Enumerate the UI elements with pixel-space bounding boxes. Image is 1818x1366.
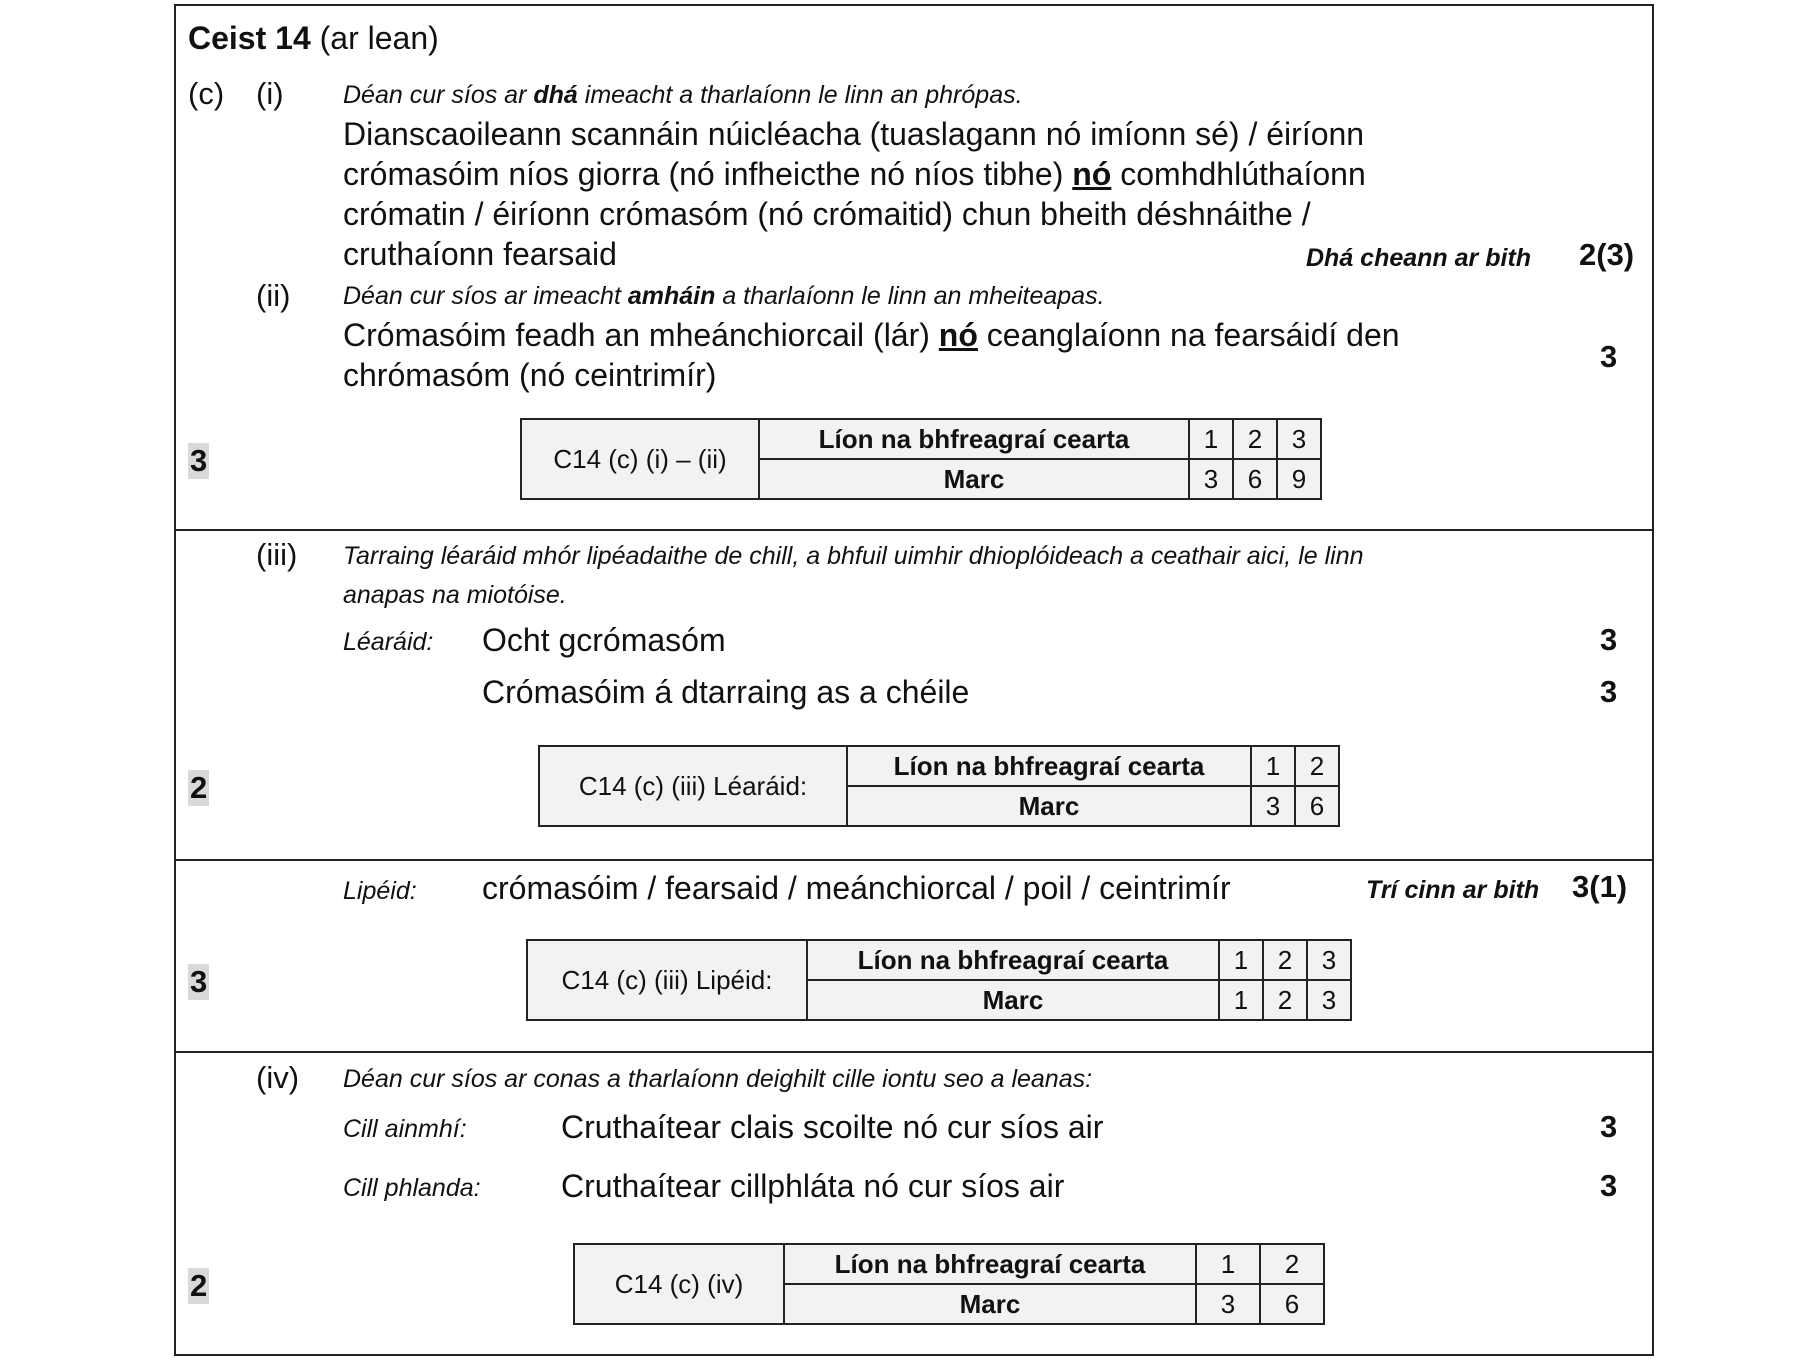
table-cell: 2 <box>1260 1244 1324 1284</box>
diagram-mark-1: 3 <box>1600 622 1618 657</box>
instruction-text: Déan cur síos ar imeacht <box>343 282 628 310</box>
table-row-label: Marc <box>807 980 1219 1020</box>
table-row-label: Líon na bhfreagraí cearta <box>847 746 1251 786</box>
table-cell: 3 <box>1196 1284 1260 1324</box>
table-cell: 6 <box>1295 786 1339 826</box>
question-number: Ceist 14 <box>188 20 311 56</box>
plant-cell-label: Cill phlanda: <box>343 1174 481 1202</box>
table-cell: 1 <box>1189 419 1233 459</box>
side-mark: 2 <box>190 770 208 805</box>
table-row-label: Marc <box>759 459 1189 499</box>
subpart-i-condition: Dhá cheann ar bith <box>1306 244 1532 272</box>
table-row-label: Líon na bhfreagraí cearta <box>807 940 1219 980</box>
instruction-text: a tharlaíonn le linn an mheiteapas. <box>715 282 1105 310</box>
table-cell: 2 <box>1263 940 1307 980</box>
answer-or: nó <box>1072 156 1112 192</box>
table-cell: 3 <box>1307 940 1351 980</box>
table-cell: 3 <box>1277 419 1321 459</box>
table-key: C14 (c) (i) – (ii) <box>521 419 759 499</box>
table-cell: 1 <box>1251 746 1295 786</box>
answer-or: nó <box>938 317 978 353</box>
table-cell: 2 <box>1233 419 1277 459</box>
instruction-emphasis: amháin <box>627 282 716 310</box>
table-cell: 1 <box>1219 940 1263 980</box>
table-cell: 6 <box>1260 1284 1324 1324</box>
marking-scheme-frame <box>174 4 1654 1356</box>
animal-cell-answer: Cruthaítear clais scoilte nó cur síos air <box>561 1109 1104 1145</box>
table-key: C14 (c) (iii) Lipéid: <box>527 940 807 1020</box>
table-row-label: Marc <box>784 1284 1196 1324</box>
answer-text: ceanglaíonn na fearsáidí den chrómasóm (nó ceintrimír) <box>343 317 1400 393</box>
table-cell: 3 <box>1307 980 1351 1020</box>
diagram-mark-2: 3 <box>1600 674 1618 709</box>
instruction-text: imeacht a tharlaíonn le linn an phrópas. <box>577 81 1023 109</box>
subpart-iii-instruction-line1: Tarraing léaráid mhór lipéadaithe de chill, a bhfuil uimhir dhioplóideach a ceathair aici, le linn <box>343 542 1364 570</box>
marks-table-iii-diagram <box>538 745 1340 827</box>
table-cell: 3 <box>1251 786 1295 826</box>
labels-condition: Trí cinn ar bith <box>1366 876 1540 904</box>
diagram-answer-1: Ocht gcrómasóm <box>482 622 726 658</box>
subpart-ii-answer <box>343 315 1463 395</box>
section-divider <box>176 1051 1652 1053</box>
labels-answer: crómasóim / fearsaid / meánchiorcal / poil / ceintrimír <box>482 870 1231 906</box>
subpart-iv-instruction: Déan cur síos ar conas a tharlaíonn deighilt cille iontu seo a leanas: <box>343 1065 1093 1093</box>
subpart-i-label: (i) <box>256 76 284 111</box>
subpart-i-mark: 2(3) <box>1579 237 1635 272</box>
labels-label: Lipéid: <box>343 877 417 905</box>
labels-mark: 3(1) <box>1572 869 1628 904</box>
plant-cell-mark: 3 <box>1600 1168 1618 1203</box>
answer-text: Dianscaoileann scannáin núicléacha (tuaslagann nó imíonn sé) / éiríonn crómasóim níos giorra (nó infheicthe nó níos tibhe) <box>343 116 1365 192</box>
table-cell: 6 <box>1233 459 1277 499</box>
marks-table-i-ii <box>520 418 1322 500</box>
question-continued: (ar lean) <box>319 20 439 56</box>
table-cell: 1 <box>1219 980 1263 1020</box>
animal-cell-mark: 3 <box>1600 1109 1618 1144</box>
subpart-i-answer <box>343 114 1423 274</box>
subpart-iv-label: (iv) <box>256 1060 300 1095</box>
diagram-answer-2: Crómasóim á dtarraing as a chéile <box>482 674 970 710</box>
animal-cell-label: Cill ainmhí: <box>343 1115 467 1143</box>
table-cell: 3 <box>1189 459 1233 499</box>
section-divider <box>176 859 1652 861</box>
subpart-iii-label: (iii) <box>256 537 298 572</box>
diagram-label: Léaráid: <box>343 628 434 656</box>
table-cell: 9 <box>1277 459 1321 499</box>
table-cell: 2 <box>1295 746 1339 786</box>
table-key: C14 (c) (iii) Léaráid: <box>539 746 847 826</box>
side-mark: 2 <box>190 1268 208 1303</box>
marks-table-iii-labels <box>526 939 1352 1021</box>
table-row-label: Líon na bhfreagraí cearta <box>759 419 1189 459</box>
answer-text: comhdhlúthaíonn crómatin / éiríonn crómasóm (nó crómaitid) chun bheith déshnáithe / cruthaíonn fearsaid <box>343 156 1366 272</box>
part-label: (c) <box>188 76 225 111</box>
side-mark: 3 <box>190 443 208 478</box>
question-heading <box>188 20 439 57</box>
table-cell: 2 <box>1263 980 1307 1020</box>
subpart-ii-instruction <box>343 282 1105 311</box>
subpart-iii-instruction-line2: anapas na miotóise. <box>343 581 567 609</box>
table-cell: 1 <box>1196 1244 1260 1284</box>
answer-text: Crómasóim feadh an mheánchiorcail (lár) <box>343 317 939 353</box>
table-row-label: Líon na bhfreagraí cearta <box>784 1244 1196 1284</box>
subpart-i-instruction <box>343 81 1023 110</box>
instruction-emphasis: dhá <box>533 81 578 109</box>
table-row-label: Marc <box>847 786 1251 826</box>
marks-table-iv <box>573 1243 1325 1325</box>
plant-cell-answer: Cruthaítear cillphláta nó cur síos air <box>561 1168 1065 1204</box>
side-mark: 3 <box>190 964 208 999</box>
section-divider <box>176 529 1652 531</box>
subpart-ii-mark: 3 <box>1600 339 1618 374</box>
instruction-text: Déan cur síos ar <box>343 81 534 109</box>
subpart-ii-label: (ii) <box>256 278 291 313</box>
table-key: C14 (c) (iv) <box>574 1244 784 1324</box>
